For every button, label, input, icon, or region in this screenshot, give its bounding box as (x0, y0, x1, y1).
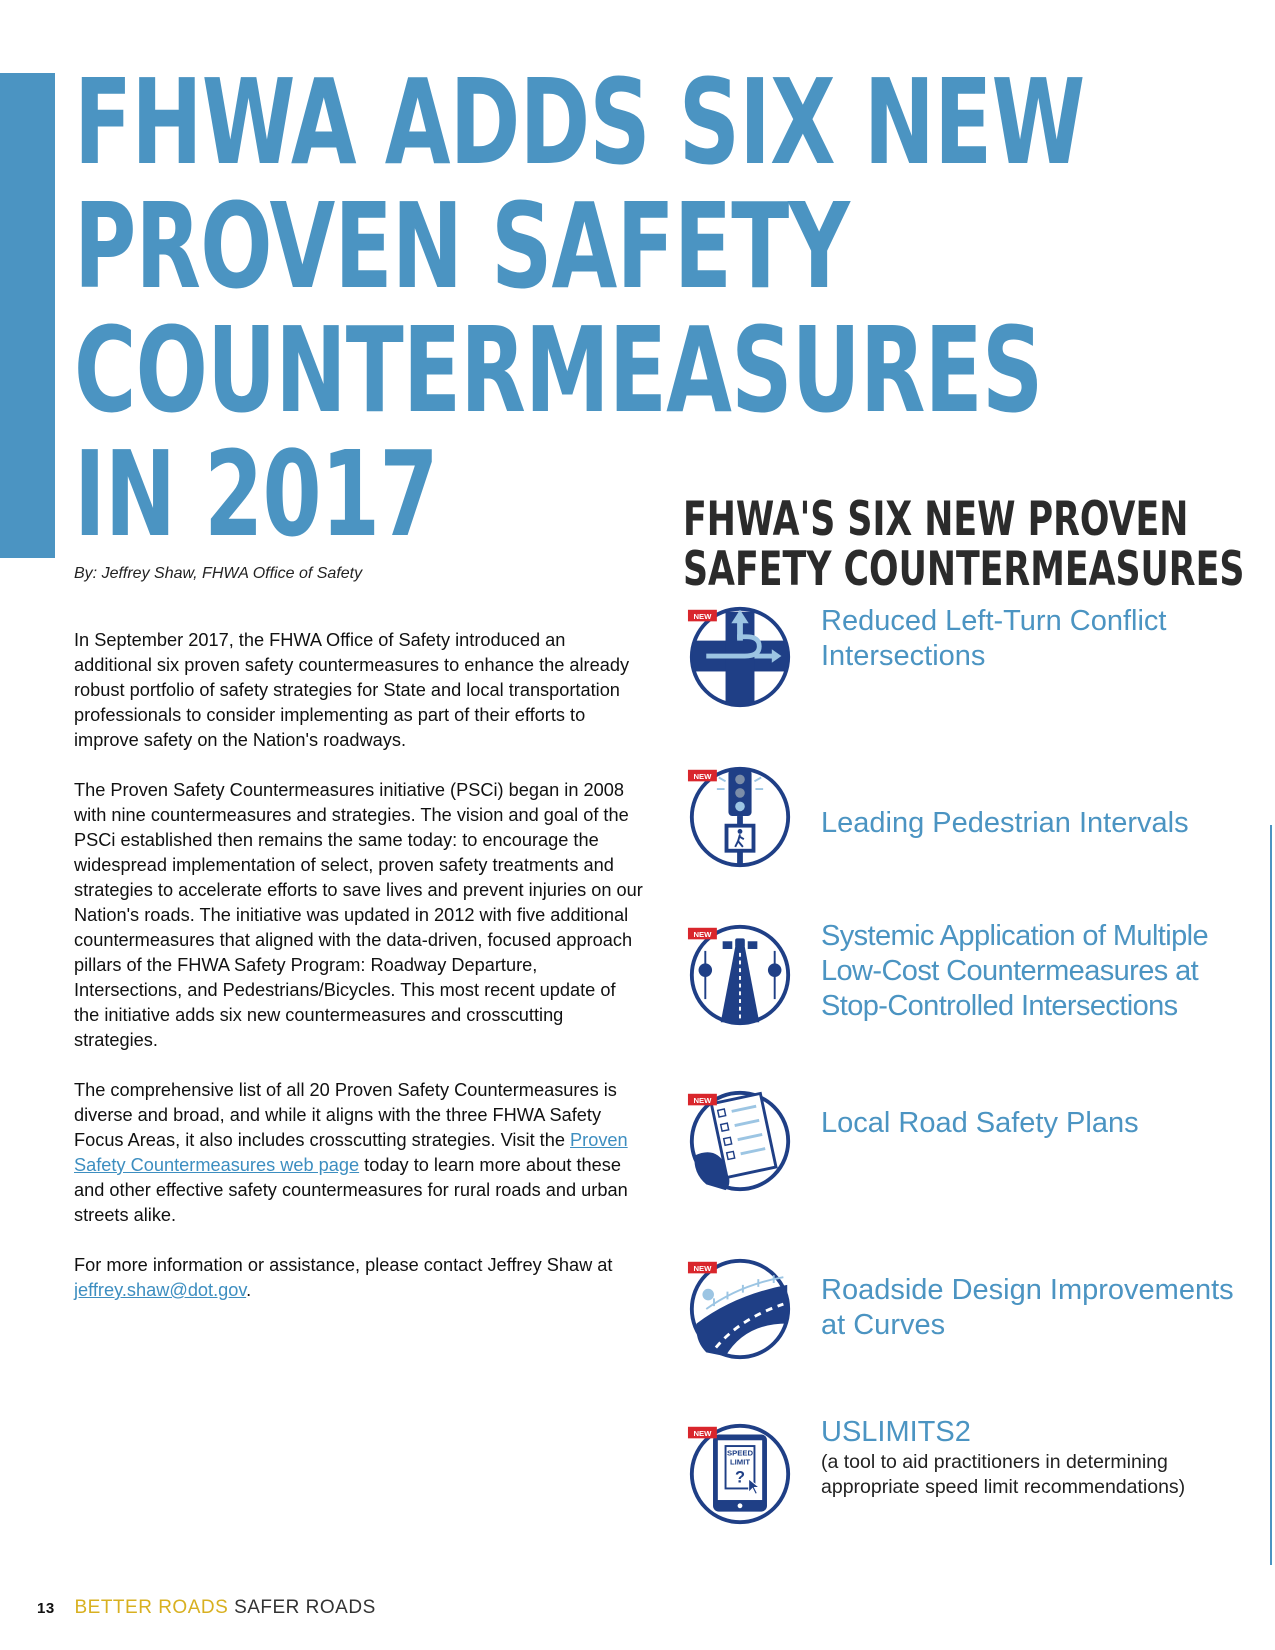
stop-intersection-icon (687, 922, 793, 1028)
countermeasure-label (821, 1415, 1251, 1500)
countermeasure-item (683, 1088, 1273, 1198)
accent-bar (0, 73, 55, 558)
page-number: 13 (37, 1600, 55, 1617)
countermeasure-label: Local Road Safety Plans (821, 1107, 1139, 1139)
heading-line: SAFETY COUNTERMEASURES (683, 542, 1245, 597)
title-line: FHWA ADDS SIX NEW (74, 53, 1085, 191)
new-badge: NEW (693, 1428, 712, 1438)
countermeasures-heading (683, 492, 1245, 597)
new-badge: NEW (693, 611, 712, 621)
paragraph: In September 2017, the FHWA Office of Safety introduced an additional six proven safety countermeasures to enhance the already robust portfolio of safety strategies for State and local transportation professionals to consider implementing as part of their efforts to improve safety on the Nation's roadways. (74, 630, 630, 750)
countermeasure-item (683, 764, 1273, 874)
new-badge: NEW (693, 1263, 712, 1273)
email-link[interactable]: jeffrey.shaw@dot.gov (74, 1280, 247, 1300)
countermeasure-item (683, 604, 1273, 714)
curve-road-icon (687, 1256, 793, 1362)
title-line: COUNTERMEASURES (74, 301, 1043, 439)
new-badge: NEW (693, 771, 712, 781)
tablet-speed-limit-icon (687, 1421, 793, 1527)
countermeasure-item (683, 1416, 1273, 1561)
countermeasure-subtitle: (a tool to aid practitioners in determining appropriate speed limit recommendations) (821, 1451, 1186, 1498)
paragraph-text: For more information or assistance, please contact Jeffrey Shaw at (74, 1255, 613, 1275)
countermeasure-label: Systemic Application of Multiple Low-Cost Countermeasures at Stop-Controlled Intersections (821, 920, 1208, 1022)
heading-line: FHWA'S SIX NEW PROVEN (683, 492, 1189, 547)
countermeasure-label: Reduced Left-Turn Conflict Intersections (821, 605, 1167, 672)
page-footer (37, 1597, 376, 1619)
sign-text: SPEED (726, 1448, 754, 1458)
title-line: IN 2017 (74, 425, 438, 563)
new-badge: NEW (693, 929, 712, 939)
paragraph (74, 1078, 644, 1228)
countermeasure-label: Roadside Design Improvements at Curves (821, 1274, 1234, 1341)
brand-safer-roads: SAFER ROADS (234, 1597, 376, 1618)
sign-text: ? (734, 1468, 746, 1487)
paragraph-text: today to learn more about these and other effective safety countermeasures for rural roads and urban streets alike. (74, 1155, 628, 1225)
checklist-icon (687, 1088, 793, 1194)
paragraph-text: The comprehensive list of all 20 Proven Safety Countermeasures is diverse and broad, and while it aligns with the three FHWA Safety Focus Areas, it also includes crosscutting strategies. Visit the (74, 1080, 617, 1150)
new-badge: NEW (693, 1095, 712, 1105)
title-line: PROVEN SAFETY (74, 177, 850, 315)
pedestrian-signal-icon (687, 764, 793, 870)
paragraph (74, 1253, 644, 1303)
countermeasure-item (683, 1256, 1273, 1366)
paragraph: The Proven Safety Countermeasures initiative (PSCi) began in 2008 with nine countermeasures and strategies. The vision and goal of the PSCi established then remains the same today: to encourage the widespread implementation of select, proven safety treatments and strategies to accelerate efforts to save lives and prevent injuries on our Nation's roads. The initiative was updated in 2012 with five additional countermeasures that aligned with the data-driven, focused approach pillars of the FHWA Safety Program: Roadway Departure, Intersections, and Pedestrians/Bicycles. This most recent update of the initiative adds six new countermeasures and crosscutting strategies. (74, 780, 643, 1050)
intersection-icon (687, 604, 793, 710)
sign-text: LIMIT (729, 1457, 751, 1467)
psc-web-page-link[interactable]: Proven Safety Countermeasures web page (74, 1130, 628, 1175)
countermeasure-item (683, 922, 1273, 1032)
brand-better-roads: BETTER ROADS (74, 1597, 229, 1618)
paragraph-text: . (246, 1280, 252, 1300)
article-body (74, 628, 644, 1328)
countermeasure-title: USLIMITS2 (821, 1416, 971, 1448)
byline: By: Jeffrey Shaw, FHWA Office of Safety (74, 565, 363, 582)
countermeasure-label: Leading Pedestrian Intervals (821, 807, 1189, 839)
